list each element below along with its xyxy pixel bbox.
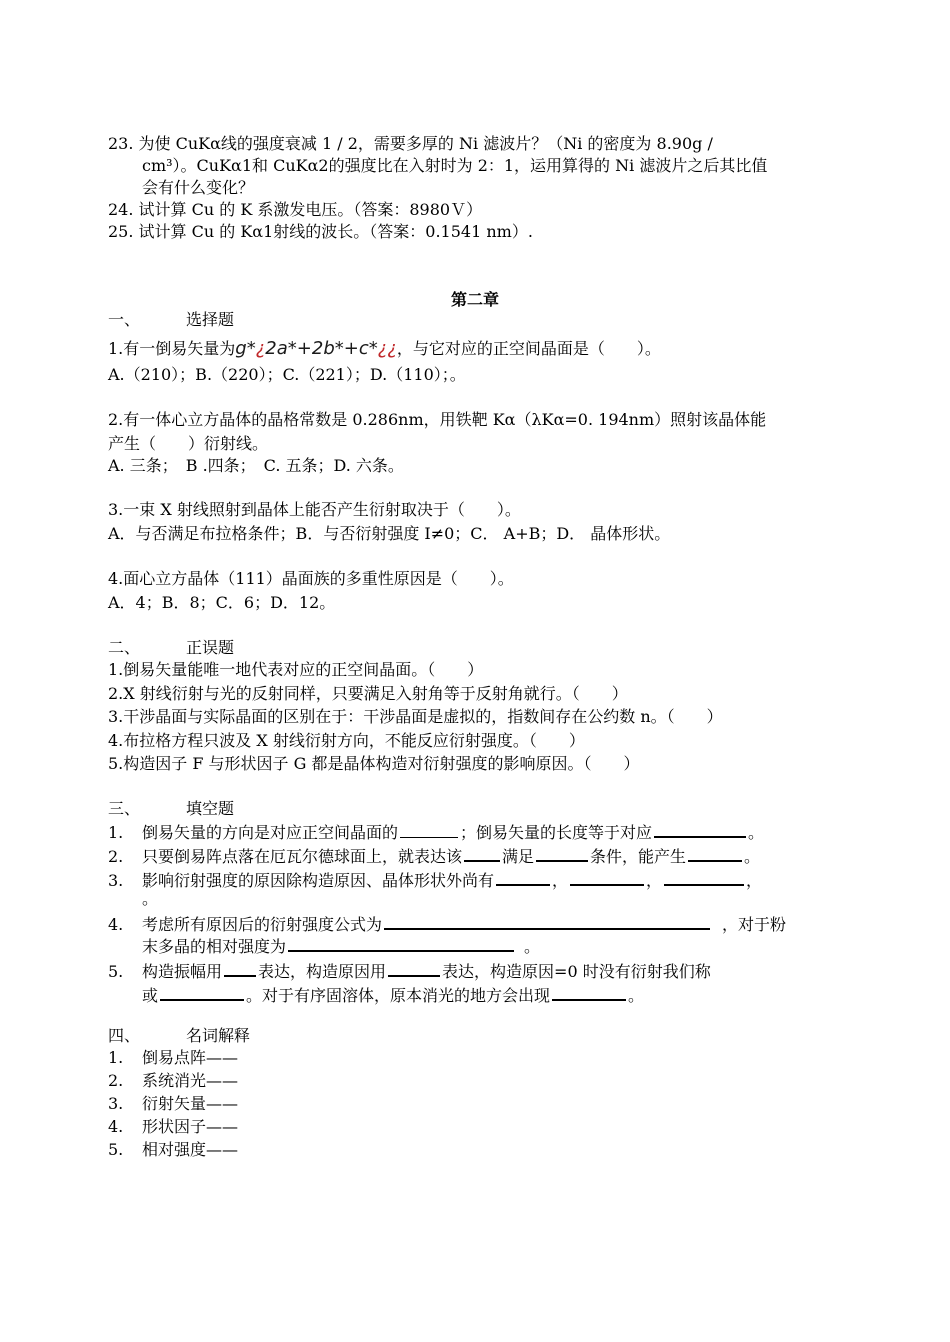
question-23-line3: 会有什么变化？ <box>142 178 255 197</box>
term-item-number: 3. <box>108 1094 124 1113</box>
term-item-text: 衍射矢量—— <box>142 1094 239 1113</box>
fill-item-1 <box>108 820 843 844</box>
fill-item-1-text-b: ；倒易矢量的长度等于对应 <box>460 823 653 842</box>
question-24: 24. 试计算 Cu 的 K 系激发电压。（答案：8980Ｖ） <box>108 200 483 219</box>
term-item-text: 系统消光—— <box>142 1071 239 1090</box>
fill-item-4-text-c: 末多晶的相对强度为 <box>142 937 287 956</box>
fill-item-2-text-b: 满足 <box>502 847 535 866</box>
choice-q3-options: A．与否满足布拉格条件；B．与否衍射强度 I≠0；C． A+B；D． 晶体形状。 <box>108 524 671 543</box>
choice-q4-options: A．4；B．8；C．6；D．12。 <box>108 593 336 612</box>
term-item-1 <box>108 1047 843 1069</box>
fill-item-4-text-a: 考虑所有原因后的衍射强度公式为 <box>142 915 383 934</box>
fill-item-1-text-a: 倒易矢量的方向是对应正空间晶面的 <box>142 823 399 842</box>
fill-blank[interactable] <box>464 844 500 862</box>
fill-blank[interactable] <box>654 820 746 838</box>
fill-item-3-text-d: ， <box>746 871 763 890</box>
true-false-item-2: 2.X 射线衍射与光的反射同样，只要满足入射角等于反射角就行。（ ） <box>108 684 628 703</box>
term-item-2 <box>108 1070 843 1092</box>
fill-item-4-number: 4. <box>108 915 124 934</box>
fill-item-3-text-c: ， <box>646 871 663 890</box>
fill-blank[interactable] <box>536 844 588 862</box>
fill-item-5-text-f: 。 <box>628 986 645 1005</box>
fill-item-5-number: 5. <box>108 962 124 981</box>
choice-q1-formula: g*¿2a*+2b*+c*¿¿ <box>235 338 397 359</box>
fill-blank[interactable] <box>224 959 256 977</box>
fill-blank[interactable] <box>388 959 440 977</box>
section-1-title: 选择题 <box>186 310 235 329</box>
fill-item-3-text-a: 影响衍射强度的原因除构造原因、晶体形状外尚有 <box>142 871 495 890</box>
term-item-text: 形状因子—— <box>142 1117 239 1136</box>
fill-blank[interactable] <box>160 983 244 1001</box>
section-1-heading <box>108 309 843 331</box>
section-4-heading <box>108 1025 843 1047</box>
fill-item-1-text-c: 。 <box>748 823 765 842</box>
term-item-number: 1. <box>108 1048 124 1067</box>
section-2-label: 二、 <box>108 638 141 657</box>
fill-item-1-number: 1. <box>108 823 124 842</box>
choice-q3: 3.一束 X 射线照射到晶体上能否产生衍射取决于（ ）。 <box>108 500 521 519</box>
fill-item-5-text-a: 构造振幅用 <box>142 962 223 981</box>
choice-q4: 4.面心立方晶体（111）晶面族的多重性原因是（ ）。 <box>108 569 514 588</box>
fill-item-2-text-a: 只要倒易阵点落在厄瓦尔德球面上，就表达该 <box>142 847 463 866</box>
fill-item-3-number: 3. <box>108 871 124 890</box>
question-23-line2: cm³）。CuKα1和 CuKα2的强度比在入射时为 2：1，运用算得的 Ni 滤波片之后其比值 <box>142 156 768 175</box>
choice-q2-line2: 产生（ ）衍射线。 <box>108 434 269 453</box>
question-23-line1: 23. 为使 CuKα线的强度衰减 1 / 2，需要多厚的 Ni 滤波片？（Ni 的密度为 8.90g / <box>108 134 713 153</box>
fill-item-3-tail: 。 <box>142 889 159 908</box>
section-3-label: 三、 <box>108 799 141 818</box>
section-1-label: 一、 <box>108 310 141 329</box>
true-false-item-5: 5.构造因子 F 与形状因子 G 都是晶体构造对衍射强度的影响原因。（ ） <box>108 754 640 773</box>
fill-blank[interactable] <box>288 934 514 952</box>
fill-blank[interactable] <box>570 868 644 886</box>
term-item-number: 5. <box>108 1140 124 1159</box>
choice-q1-tail: ，与它对应的正空间晶面是（ ）。 <box>396 339 661 358</box>
fill-item-3-text-b: ， <box>552 871 569 890</box>
fill-item-2 <box>108 844 843 868</box>
fill-item-4-text-d: 。 <box>524 937 541 956</box>
fill-item-5-line2 <box>142 983 842 1007</box>
term-item-text: 倒易点阵—— <box>142 1048 239 1067</box>
term-item-text: 相对强度—— <box>142 1140 239 1159</box>
section-3-heading <box>108 798 843 820</box>
term-item-5 <box>108 1139 843 1161</box>
section-4-label: 四、 <box>108 1026 141 1045</box>
fill-blank[interactable] <box>400 821 458 838</box>
term-item-number: 4. <box>108 1117 124 1136</box>
choice-q2-line1: 2.有一体心立方晶体的晶格常数是 0.286nm，用铁靶 Kα（λKα=0. 194nm）照射该晶体能 <box>108 410 767 429</box>
term-item-4 <box>108 1116 843 1138</box>
fill-item-4 <box>108 912 843 936</box>
section-3-title: 填空题 <box>186 799 235 818</box>
true-false-item-4: 4.布拉格方程只波及 X 射线衍射方向，不能反应衍射强度。（ ） <box>108 731 585 750</box>
chapter-title: 第二章 <box>450 290 499 309</box>
fill-item-4-text-b: ，对于粉 <box>722 915 787 934</box>
choice-q1 <box>108 338 843 360</box>
fill-blank[interactable] <box>688 844 742 862</box>
fill-item-5-text-c: 表达，构造原因=0 时没有衍射我们称 <box>442 962 711 981</box>
section-2-heading <box>108 637 843 659</box>
choice-q1-options: A.（210）；B.（220）；C.（221）；D.（110）；。 <box>108 365 466 384</box>
section-4-title: 名词解释 <box>186 1026 251 1045</box>
fill-item-4-line2 <box>142 934 842 958</box>
true-false-item-1: 1.倒易矢量能唯一地代表对应的正空间晶面。（ ） <box>108 660 484 679</box>
fill-item-5-text-b: 表达，构造原因用 <box>258 962 387 981</box>
choice-q1-text: 1.有一倒易矢量为 <box>108 339 236 358</box>
fill-item-5-text-e: 。对于有序固溶体，原本消光的地方会出现 <box>246 986 551 1005</box>
fill-blank[interactable] <box>664 868 744 886</box>
fill-blank[interactable] <box>384 912 710 930</box>
term-item-number: 2. <box>108 1071 124 1090</box>
section-2-title: 正误题 <box>186 638 235 657</box>
choice-q2-options: A. 三条； B .四条； C. 五条；D. 六条。 <box>108 456 404 475</box>
fill-blank[interactable] <box>552 983 626 1001</box>
fill-item-2-text-c: 条件，能产生 <box>590 847 687 866</box>
true-false-item-3: 3.干涉晶面与实际晶面的区别在于：干涉晶面是虚拟的，指数间存在公约数 n。（ ） <box>108 707 723 726</box>
question-25: 25. 试计算 Cu 的 Kα1射线的波长。（答案：0.1541 nm）. <box>108 222 533 241</box>
fill-item-5-text-d: 或 <box>142 986 159 1005</box>
fill-item-2-text-d: 。 <box>744 847 761 866</box>
term-item-3 <box>108 1093 843 1115</box>
fill-item-2-number: 2. <box>108 847 124 866</box>
fill-item-5 <box>108 959 843 983</box>
fill-blank[interactable] <box>496 868 550 886</box>
